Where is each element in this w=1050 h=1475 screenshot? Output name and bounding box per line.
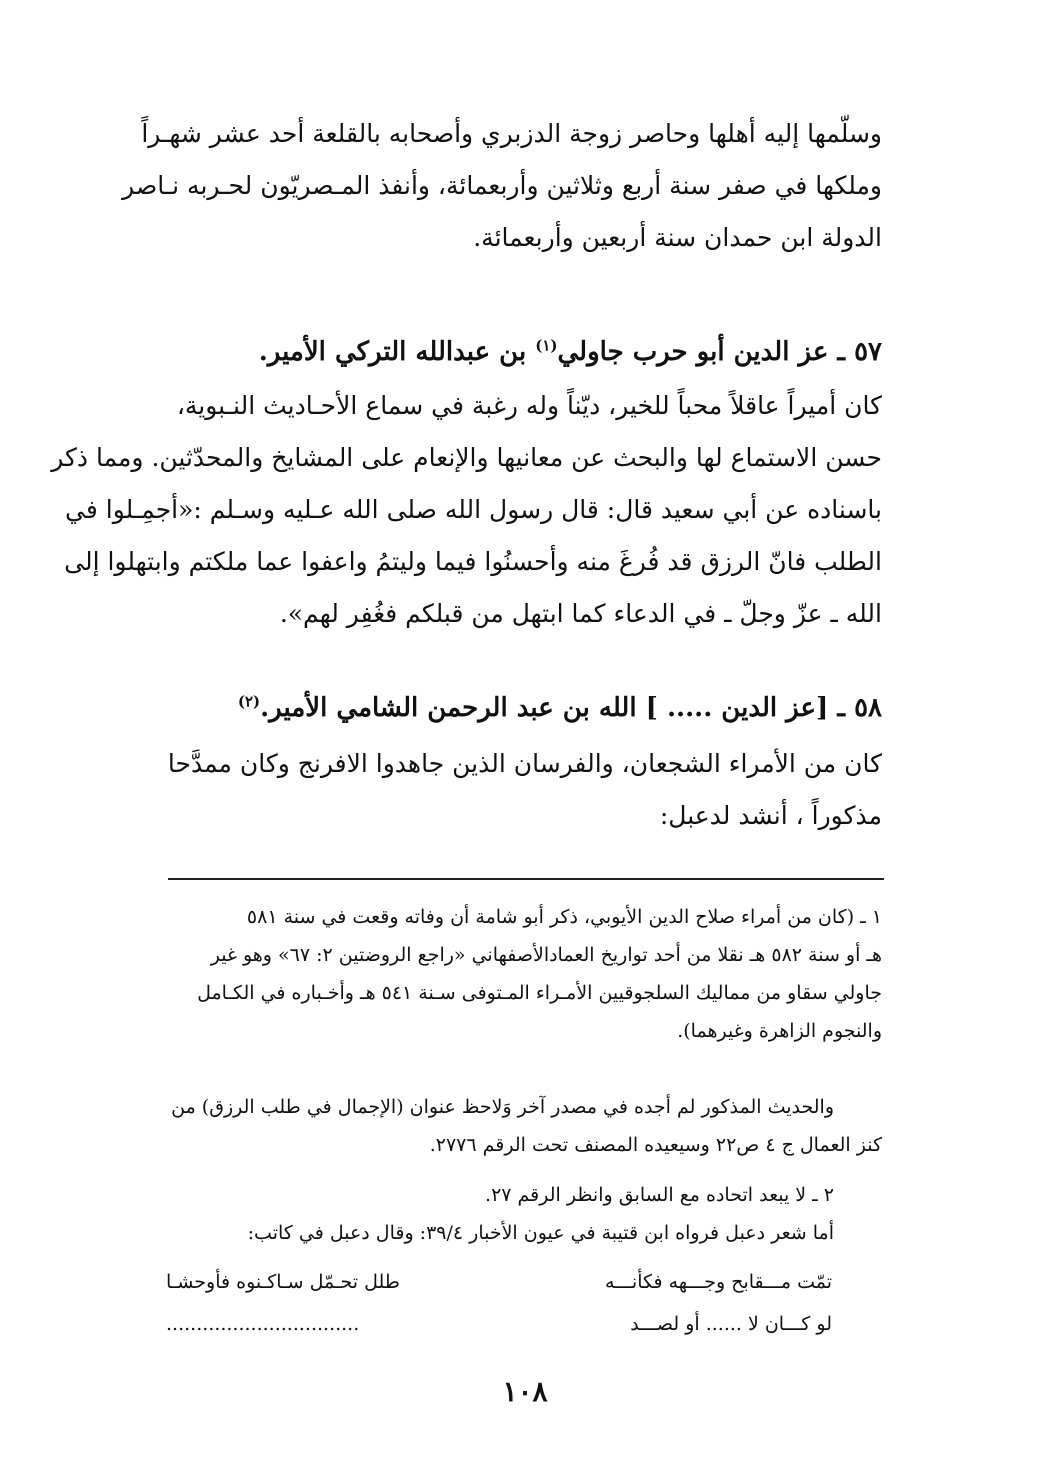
page-number: ١٠٨ <box>502 1375 548 1408</box>
entry-heading <box>166 330 882 374</box>
heading-text: ٥٧ ـ عز الدين أبو حرب جاولي <box>557 337 882 367</box>
footnote-line: هـ أو سنة ٥٨٢ هـ نقلا من أحد تواريخ العمادالأصفهاني «راجع الروضتين ٢: ٦٧» وهو غير <box>210 944 882 966</box>
footnote-line: ٢ ـ لا يبعد اتحاده مع السابق وانظر الرقم ٢٧. <box>485 1184 834 1206</box>
heading-text: ٥٨ ـ [عز الدين ..... ] الله بن عبد الرحمن الشامي الأمير. <box>260 693 882 723</box>
entry-57-heading <box>166 330 882 374</box>
footnote-divider <box>168 878 884 880</box>
verse-second-hemistich: طلل تحـمّل سـاكـنوه فأوحشـا <box>166 1271 400 1293</box>
text-line: باسناده عن أبي سعيد قال: قال رسول الله صلى الله عـليه وسـلم :«أجمِـلوا في <box>65 495 882 524</box>
text-line: وسلّمها إليه أهلها وحاصر زوجة الدزبري وأصحابه بالقلعة أحد عشر شهـراً <box>141 119 882 148</box>
text-line: الله ـ عزّ وجلّ ـ في الدعاء كما ابتهل من قبلكم فغُفِر لهم». <box>279 599 882 628</box>
verse-line <box>166 1304 882 1344</box>
entry-57-body <box>51 380 882 640</box>
footnote-marker: (٢) <box>237 692 261 711</box>
text-line: حسن الاستماع لها والبحث عن معانيها والإنعام على المشايخ والمحدّثين. ومما ذكر <box>51 443 882 472</box>
verse-second-hemistich: ................................ <box>166 1313 360 1335</box>
verse-line <box>166 1262 882 1302</box>
footnote-line: كنز العمال ج ٤ ص٢٢ وسيعيده المصنف تحت الرقم ٢٧٧٦. <box>429 1134 882 1156</box>
verse-first-hemistich: لو كـــان لا ...... أو لصـــد <box>630 1313 832 1335</box>
heading-text: بن عبدالله التركي الأمير. <box>258 337 536 367</box>
text-line: الدولة ابن حمدان سنة أربعين وأربعمائة. <box>473 223 882 252</box>
text-line: الطلب فانّ الرزق قد فُرغَ منه وأحسنُوا فيما وليتمُ واعفوا عما ملكتم وابتهلوا إلى <box>64 547 882 576</box>
footnote-2 <box>166 1176 882 1252</box>
text-line: كان من الأمراء الشجعان، والفرسان الذين جاهدوا الافرنج وكان ممدَّحا <box>167 749 882 778</box>
footnote-1-continued <box>166 1088 882 1164</box>
footnote-line: والنجوم الزاهرة وغيرهما). <box>677 1020 882 1042</box>
footnote-1 <box>166 898 882 1050</box>
entry-58-body <box>166 738 882 842</box>
entry-58-heading <box>166 686 882 730</box>
paragraph-continued <box>122 108 882 264</box>
verse-first-hemistich: تمّت مـــقابح وجـــهه فكأنـــه <box>605 1271 832 1293</box>
text-line: وملكها في صفر سنة أربع وثلاثين وأربعمائة، وأنفذ المـصريّون لحـربه نـاصر <box>122 171 882 200</box>
text-line: كان أميراً عاقلاً محباً للخير، ديّناً وله رغبة في سماع الأحـاديث النـبوية، <box>176 391 882 420</box>
footnote-marker: (١) <box>535 336 558 355</box>
footnote-line: ١ ـ (كان من أمراء صلاح الدين الأيوبي، ذكر أبو شامة أن وفاته وقعت في سنة ٥٨١ <box>246 906 882 928</box>
text-line: مذكوراً ، أنشد لدعبل: <box>659 801 882 830</box>
entry-heading <box>166 686 882 730</box>
footnote-line: جاولي سقاو من مماليك السلجوقيين الأمـراء المـتوفى سـنة ٥٤١ هـ وأخـباره في الكـامل <box>197 982 882 1004</box>
footnote-line: والحديث المذكور لم أجده في مصدر آخر وَلاحظ عنوان (الإجمال في طلب الرزق) من <box>171 1096 834 1118</box>
footnote-line: أما شعر دعبل فرواه ابن قتيبة في عيون الأخبار ٣٩/٤: وقال دعبل في كاتب: <box>247 1222 834 1244</box>
